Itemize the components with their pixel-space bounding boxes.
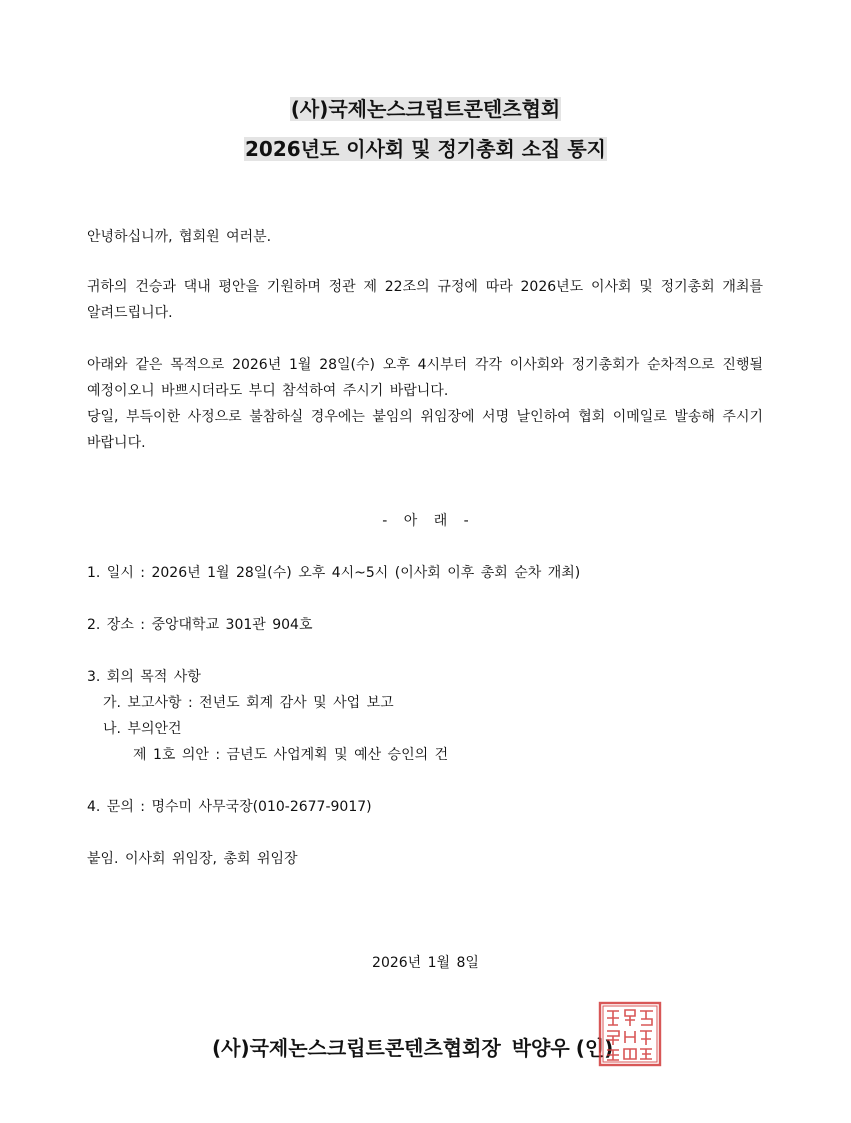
notice-title-text: 2026년도 이사회 및 정기총회 소집 통지 [245, 137, 606, 161]
proxy-paragraph: 당일, 부득이한 사정으로 불참하실 경우에는 붙임의 위임장에 서명 날인하여 협회 이메일로 발송해 주시기 바랍니다. [87, 409, 763, 451]
agenda-resolution-1: 제 1호 의안 : 금년도 사업계획 및 예산 승인의 건 [133, 747, 449, 763]
notice-title [0, 134, 851, 164]
red-seal-stamp [598, 1001, 662, 1067]
org-title [0, 94, 851, 124]
agenda-subitem-resolution: 나. 부의안건 [103, 721, 182, 737]
signature-line [212, 1033, 613, 1063]
seal-mark: (인) [575, 1036, 614, 1060]
signature-name: (사)국제논스크립트콘텐츠협회장 박양우 [212, 1036, 570, 1060]
greeting: 안녕하십니까, 협회원 여러분. [87, 229, 272, 245]
intro-paragraph: 귀하의 건승과 댁내 평안을 기원하며 정관 제 22조의 규정에 따라 2026년도 이사회 및 정기총회 개최를 알려드립니다. [87, 279, 763, 321]
agenda-item-contact: 4. 문의 : 명수미 사무국장(010-2677-9017) [87, 799, 372, 815]
agenda-item-purpose: 3. 회의 목적 사항 [87, 669, 201, 685]
org-title-text: (사)국제논스크립트콘텐츠협회 [290, 97, 561, 121]
section-heading: - 아 래 - [382, 513, 469, 529]
attachment-note: 붙임. 이사회 위임장, 총회 위임장 [87, 851, 298, 867]
issue-date: 2026년 1월 8일 [372, 955, 479, 971]
agenda-item-location: 2. 장소 : 중앙대학교 301관 904호 [87, 617, 313, 633]
purpose-paragraph: 아래와 같은 목적으로 2026년 1월 28일(수) 오후 4시부터 각각 이사회와 정기총회가 순차적으로 진행될 예정이오니 바쁘시더라도 부디 참석하여 주시기 바랍니다. [87, 357, 763, 399]
agenda-subitem-report: 가. 보고사항 : 전년도 회계 감사 및 사업 보고 [103, 695, 394, 711]
agenda-item-datetime: 1. 일시 : 2026년 1월 28일(수) 오후 4시~5시 (이사회 이후 총회 순차 개최) [87, 565, 581, 581]
